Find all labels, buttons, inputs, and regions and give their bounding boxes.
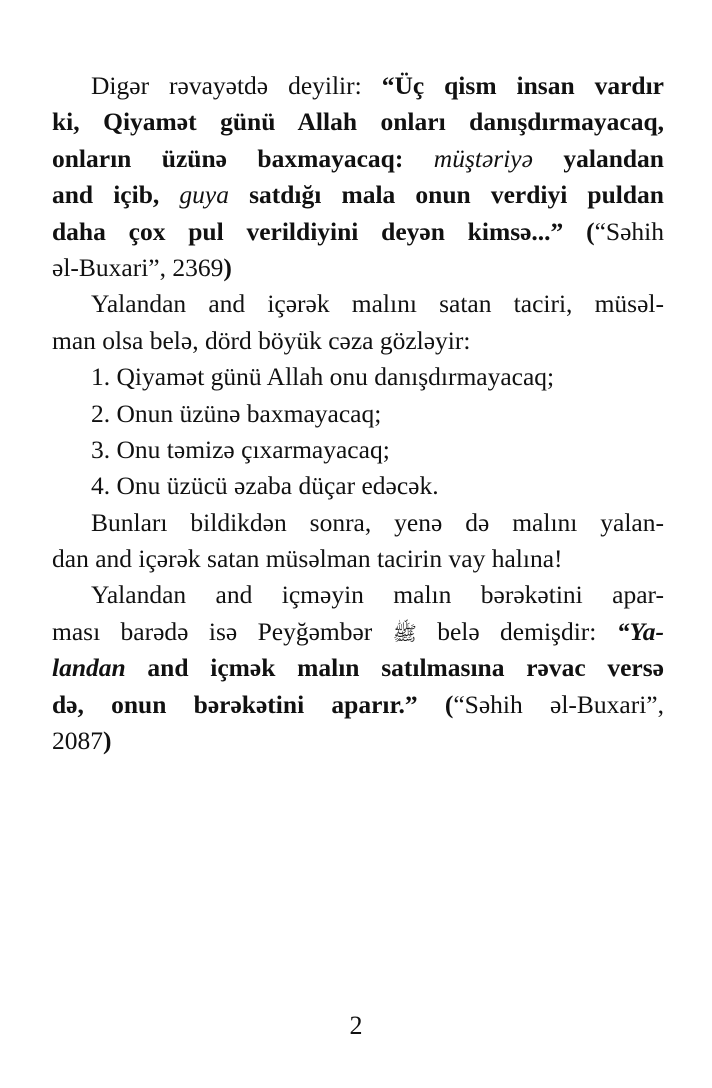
hadith-quote-line	[52, 141, 664, 177]
text-run: ması barədə isə Peyğəmbər	[52, 616, 393, 646]
page-number: 2	[349, 1011, 363, 1040]
text-run: belə demişdir:	[416, 616, 617, 646]
hadith-quote: “Ya-	[616, 616, 664, 646]
text-run: Digər rəvayətdə deyilir:	[91, 71, 382, 100]
text-run: and içmək malın satılmasına rəvac versə	[125, 653, 664, 683]
hadith-quote-line	[52, 687, 664, 723]
list-item	[52, 359, 664, 395]
paren-close: )	[103, 726, 112, 756]
source-citation: “Səhih əl-Buxari”,	[453, 689, 664, 719]
hadith-quote: “Üç qism insan vardır	[381, 71, 664, 100]
paren-close: )	[223, 252, 232, 282]
text-line	[52, 286, 664, 322]
text-run: onların üzünə baxmayacaq:	[52, 143, 434, 173]
text-run: and içib,	[52, 180, 180, 210]
text-line	[52, 614, 664, 650]
salawat-icon: ﷺ	[392, 622, 417, 645]
source-citation: əl-Buxari”, 2369	[52, 252, 224, 282]
text-line	[52, 541, 664, 577]
text-run: daha çox pul verildiyini deyən kimsə...”	[52, 216, 587, 246]
source-citation: 2087	[52, 726, 103, 756]
text-run: landan	[52, 653, 126, 683]
paren-open: (	[586, 216, 595, 246]
text-run: man olsa belə, dörd böyük cəza gözləyir:	[52, 325, 471, 355]
hadith-quote-line	[52, 104, 664, 140]
list-item	[52, 432, 664, 468]
text-run: satdığı mala onun verdiyi puldan	[228, 180, 664, 210]
text-run: də, onun bərəkətini aparır.”	[52, 689, 445, 719]
italic-term: müştəriyə	[433, 143, 533, 173]
italic-term: guya	[179, 180, 229, 210]
text-run: ki, Qiyamət günü Allah onları danışdırmayacaq,	[52, 107, 664, 137]
text-run: yalandan	[532, 143, 664, 173]
hadith-quote-line	[52, 214, 664, 250]
document-page	[52, 68, 664, 759]
source-citation: “Səhih	[594, 216, 664, 246]
text-line	[52, 323, 664, 359]
hadith-quote-line	[52, 177, 664, 213]
text-line	[52, 505, 664, 541]
text-line	[52, 723, 664, 759]
text-run: Bunları bildikdən sonra, yenə də malını yalan-	[91, 507, 664, 537]
hadith-quote-line	[52, 650, 664, 686]
text-line	[52, 577, 664, 613]
text-run: Yalandan and içərək malını satan taciri, müsəl-	[91, 289, 664, 319]
text-run: Yalandan and içməyin malın bərəkətini apar-	[91, 580, 664, 610]
list-item-text: 2. Onun üzünə baxmayacaq;	[91, 398, 382, 428]
list-item	[52, 468, 664, 504]
list-item-text: 3. Onu təmizə çıxarmayacaq;	[91, 434, 390, 464]
list-item-text: 1. Qiyamət günü Allah onu danışdırmayacaq;	[91, 362, 555, 392]
list-item-text: 4. Onu üzücü əzaba düçar edəcək.	[91, 471, 439, 501]
paren-open: (	[444, 689, 454, 719]
list-item	[52, 396, 664, 432]
text-line	[52, 68, 664, 104]
text-line	[52, 250, 664, 286]
text-run: dan and içərək satan müsəlman tacirin vay halına!	[52, 544, 563, 574]
